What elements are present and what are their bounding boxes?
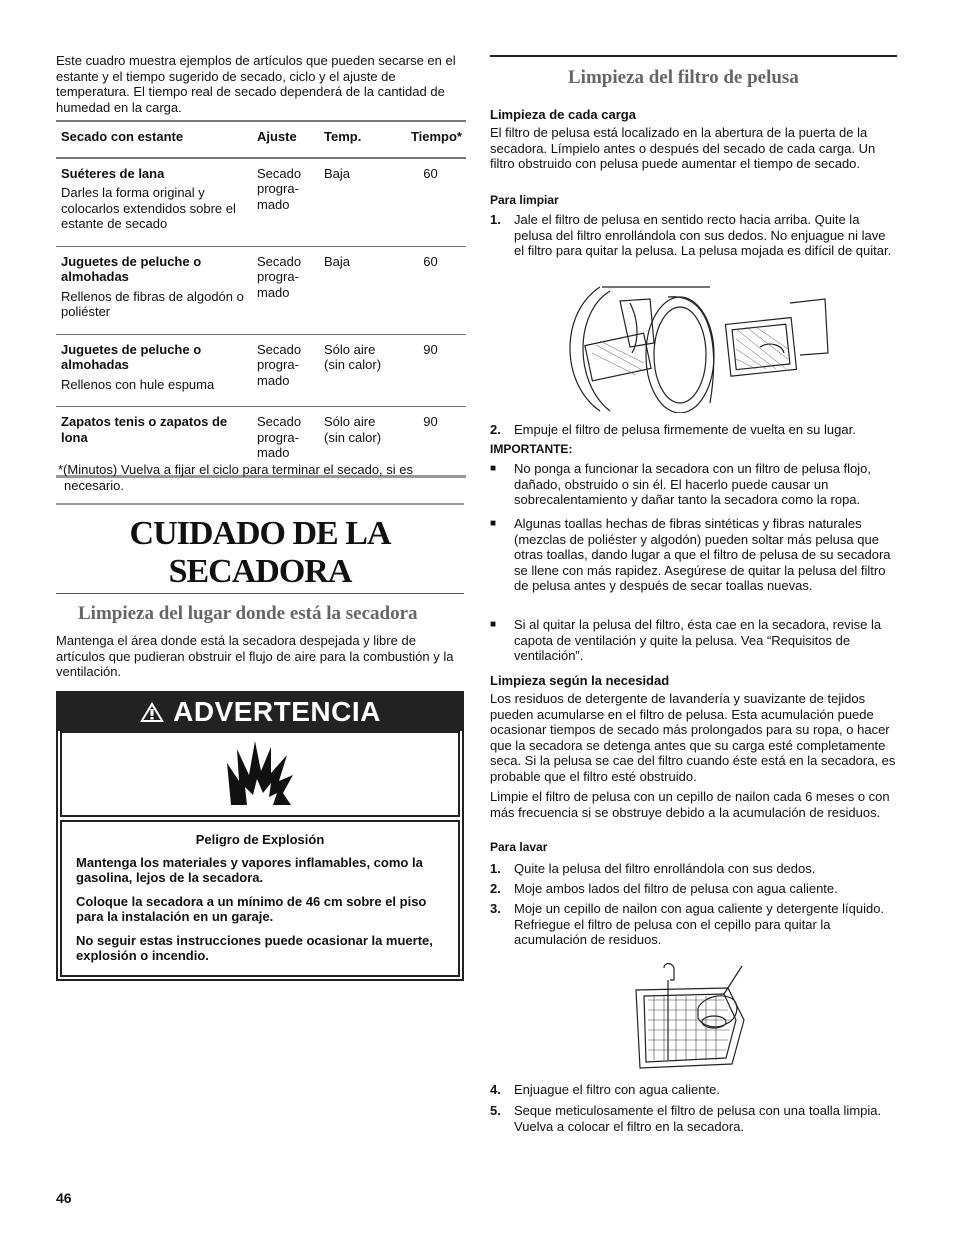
as-needed-body: Limpie el filtro de pelusa con un cepillo de nailon cada 6 meses o con más frecuencia si se obstruye debido a la acumulación de residuos.	[490, 789, 890, 820]
steps-heading-wash: Para lavar	[490, 840, 548, 854]
subheading-each-load: Limpieza de cada carga	[490, 107, 636, 122]
cell-temp: Baja	[319, 246, 394, 334]
divider	[56, 593, 464, 594]
warning-text-panel	[60, 820, 460, 977]
warning-text: Mantenga los materiales y vapores inflamables, como la gasolina, lejos de la secadora.	[76, 854, 423, 885]
bullet-text: No ponga a funcionar la secadora con un filtro de pelusa flojo, dañado, obstruido o sin él. El hacerlo puede causar un sobrecalentamiento y dañar tanto la secadora como la ropa.	[514, 461, 872, 507]
list-item	[490, 516, 898, 594]
cell-item	[56, 334, 252, 407]
warning-triangle-icon	[139, 700, 165, 724]
table-row	[56, 158, 466, 247]
list-item	[490, 461, 898, 508]
step-text: Enjuague el filtro con agua caliente.	[514, 1082, 720, 1097]
bullet-icon: ■	[490, 619, 497, 630]
cell-item	[56, 158, 252, 247]
page-number: 46	[56, 1190, 72, 1206]
cell-time: 90	[394, 334, 466, 407]
bullet-icon: ■	[490, 518, 497, 529]
bullet-text: Si al quitar la pelusa del filtro, ésta cae en la secadora, revise la capota de ventilación y quite la pelusa. Vea “Requisitos de ventilación”.	[514, 617, 882, 663]
cell-temp: Sólo aire (sin calor)	[319, 407, 394, 477]
list-item: 4. Enjuague el filtro con agua caliente.	[490, 1082, 720, 1097]
item-title: Zapatos tenis o zapatos de lona	[61, 414, 228, 445]
cell-time: 90	[394, 407, 466, 477]
bullet-icon: ■	[490, 463, 497, 474]
table-footnote: *(Minutos) Vuelva a fijar el ciclo para terminar el secado, si es necesario.	[58, 462, 413, 493]
divider	[490, 55, 897, 57]
section-heading-lint-filter: Limpieza del filtro de pelusa	[568, 67, 799, 88]
step-text: Quite la pelusa del filtro enrollándola con sus dedos.	[514, 861, 816, 876]
explosion-icon	[225, 741, 295, 807]
step-text: Seque meticulosamente el filtro de pelusa con una toalla limpia. Vuelva a colocar el filtro en la secadora.	[514, 1103, 882, 1134]
step-text: Jale el filtro de pelusa en sentido recto hacia arriba. Quite la pelusa del filtro enrollándola con sus dedos. No enjuague ni lave el filtro para quitar la pelusa. La pelusa mojada es difícil de quitar.	[514, 212, 892, 258]
item-desc: Rellenos con hule espuma	[61, 376, 215, 392]
list-item: 1. Jale el filtro de pelusa en sentido recto hacia arriba. Quite la pelusa del filtro enrollándola con sus dedos. No enjuague ni lave el filtro para quitar la pelusa. La pelusa mojada es difícil de quitar.	[490, 212, 898, 259]
list-item	[490, 617, 898, 664]
subheading-as-needed: Limpieza según la necesidad	[490, 673, 670, 688]
warning-heading: Peligro de Explosión	[195, 832, 325, 847]
col-header-time: Tiempo*	[394, 121, 466, 158]
bullet-text: Algunas toallas hechas de fibras sintéticas y fibras naturales (mezclas de poliéster y algodón) pueden soltar más pelusa que otras toallas, dando lugar a que el filtro de pelusa de su secadora se llene con más rapidez. Asegúrese de quitar la pelusa del filtro de pelusa antes y después de secar toallas nuevas.	[514, 516, 891, 593]
cell-temp: Sólo aire (sin calor)	[319, 334, 394, 407]
filter-wash-illustration	[628, 960, 748, 1072]
list-item: 2. Empuje el filtro de pelusa firmemente de vuelta en su lugar.	[490, 422, 856, 437]
lint-filter-removal-illustration	[560, 283, 830, 413]
important-heading: IMPORTANTE:	[490, 442, 573, 456]
col-header-item: Secado con estante	[56, 121, 252, 158]
warning-box	[56, 691, 464, 981]
item-title: Juguetes de peluche o almohadas	[61, 253, 202, 284]
table-row	[56, 246, 466, 334]
item-desc: Rellenos de fibras de algodón o poliéster	[61, 288, 244, 319]
rack-dry-table	[56, 120, 466, 478]
cell-item	[56, 246, 252, 334]
item-title: Suéteres de lana	[61, 165, 165, 181]
item-desc: Darles la forma original y colocarlos extendidos sobre el estante de secado	[61, 185, 236, 231]
intro-paragraph: Este cuadro muestra ejemplos de artículos que pueden secarse en el estante y el tiempo sugerido de secado, ciclo y el ajuste de temperatura. El tiempo real de secado dependerá de la cantidad de humedad en la carga.	[56, 53, 456, 115]
warning-text: No seguir estas instrucciones puede ocasionar la muerte, explosión o incendio.	[76, 932, 433, 963]
cell-time: 60	[394, 246, 466, 334]
list-item: 2. Moje ambos lados del filtro de pelusa con agua caliente.	[490, 881, 838, 896]
page-title: CUIDADO DE LA SECADORA	[129, 515, 391, 590]
as-needed-body: Los residuos de detergente de lavandería y suavizante de tejidos pueden acumularse en el filtro de pelusa. Esta acumulación puede ocasionar tiempos de secado más prolongados para su ropa, o hacer que la secadora se detenga antes que su carga esté completamente seca. Si la pelusa se cae del filtro cuando éste está en la secadora, es probable que el filtro esté obstruido.	[490, 691, 896, 784]
cell-time: 60	[394, 158, 466, 247]
step-text: Empuje el filtro de pelusa firmemente de vuelta en su lugar.	[514, 422, 856, 437]
section-heading-location: Limpieza del lugar donde está la secadora	[78, 603, 418, 624]
list-item: 1. Quite la pelusa del filtro enrollándola con sus dedos.	[490, 861, 816, 876]
warning-text: Coloque la secadora a un mínimo de 46 cm sobre el piso para la instalación en un garaje.	[76, 893, 427, 924]
list-item: 5. Seque meticulosamente el filtro de pelusa con una toalla limpia. Vuelva a colocar el filtro en la secadora.	[490, 1103, 898, 1134]
warning-title: ADVERTENCIA	[173, 696, 381, 728]
table-header-row	[56, 121, 466, 158]
col-header-setting: Ajuste	[252, 121, 319, 158]
list-item: 3. Moje un cepillo de nailon con agua caliente y detergente líquido. Refriegue el filtro de pelusa con el cepillo para quitar la acumulación de residuos.	[490, 901, 898, 948]
item-title: Juguetes de peluche o almohadas	[61, 341, 202, 372]
divider	[56, 503, 464, 505]
warning-icon-panel	[60, 731, 460, 817]
step-text: Moje un cepillo de nailon con agua caliente y detergente líquido. Refriegue el filtro de pelusa con el cepillo para quitar la acumulación de residuos.	[514, 901, 885, 947]
cell-setting: Secado progra-mado	[252, 334, 319, 407]
cell-setting: Secado progra-mado	[252, 407, 319, 477]
table-row	[56, 334, 466, 407]
step-text: Moje ambos lados del filtro de pelusa con agua caliente.	[514, 881, 838, 896]
cell-temp: Baja	[319, 158, 394, 247]
cell-setting: Secado progra-mado	[252, 246, 319, 334]
steps-heading-clean: Para limpiar	[490, 193, 559, 207]
cell-setting: Secado progra-mado	[252, 158, 319, 247]
section-body-location: Mantenga el área donde está la secadora despejada y libre de artículos que pudieran obstruir el flujo de aire para la combustión y la ventilación.	[56, 633, 454, 679]
col-header-temp: Temp.	[319, 121, 394, 158]
each-load-body: El filtro de pelusa está localizado en la abertura de la puerta de la secadora. Límpielo antes o después del secado de cada carga. Un filtro obstruido con pelusa puede aumentar el tiempo de secado.	[490, 125, 876, 171]
warning-header	[58, 693, 462, 731]
